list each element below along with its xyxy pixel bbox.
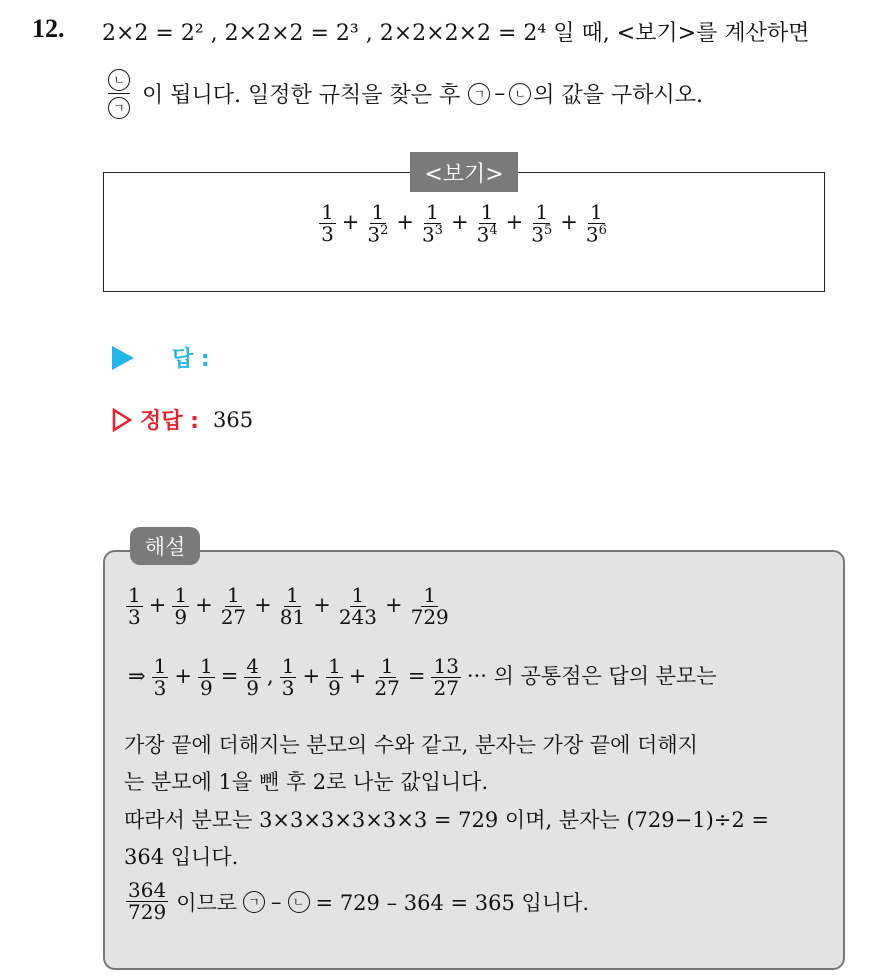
base: 3 [367,222,381,247]
solution-text-1: 가장 끝에 더해지는 분모의 수와 같고, 분자는 가장 끝에 더해지 [124,733,698,757]
play-icon [112,346,134,370]
denominator [475,224,500,246]
question-number: 12. [32,14,65,43]
solution-sum [124,585,453,628]
circled-nieun: ㄴ [108,69,130,91]
dash: – [271,889,282,914]
solution-examples [124,656,721,699]
final-denominator: 729 [128,900,167,924]
denominator [420,224,445,246]
base: 3 [321,222,334,247]
fraction [475,202,500,246]
numerator: 1 [286,583,299,607]
denominator: 81 [279,605,306,629]
fraction [280,656,297,699]
circled-fraction [106,68,132,119]
fraction [126,585,143,628]
final-numerator: 364 [128,878,167,902]
numerator: 4 [246,654,260,678]
numerator: 1 [480,200,494,224]
solution-final [124,880,589,923]
fraction [152,656,169,699]
plus-sign: + [385,593,403,617]
circled-nieun: ㄴ [288,891,310,913]
denominator: 9 [246,676,260,700]
denominator: 3 [128,605,141,629]
plus-sign: + [341,210,360,235]
correct-answer-row [112,404,253,435]
equals-sign: = [220,664,239,688]
denominator: 3 [281,676,295,700]
plus-sign: + [254,593,272,617]
plus-sign: + [195,593,213,617]
numerator: 1 [281,654,295,678]
plus-sign: + [174,664,192,688]
correct-answer-value: 365 [212,407,254,432]
exponent: 4 [489,223,498,238]
plus-sign: + [505,210,524,235]
plus-sign: + [302,664,321,688]
denominator: 27 [220,605,247,629]
numerator: 1 [423,583,437,607]
answer-label: 답 : [172,347,210,372]
numerator: 1 [174,583,188,607]
fraction [431,656,460,699]
fraction [529,202,554,246]
denominator: 3 [153,676,167,700]
solution-label: 해설 [130,527,200,565]
numerator: 1 [227,583,240,607]
plus-sign: + [148,593,167,617]
denominator [365,224,390,246]
final-fraction [126,880,168,923]
question-line-2-text: 이 됩니다. 일정한 규칙을 찾은 후 [142,83,461,109]
fraction [409,585,451,628]
plus-sign: + [396,210,415,235]
fraction [172,585,189,628]
circled-giyeok: ㄱ [468,83,490,105]
denominator: 9 [174,605,188,629]
denominator [319,224,336,245]
plus-sign: + [348,664,367,688]
exponent: 2 [380,223,389,238]
fraction [319,202,336,245]
correct-answer-label: 정답 : [140,409,199,434]
base: 3 [531,222,545,247]
question-line-1: 2×2 = 2² , 2×2×2 = 2³ , 2×2×2×2 = 2⁴ 일 때, <보기>를 계산하면 [102,21,810,46]
solution-text-4: 364 입니다. [124,845,239,869]
base: 3 [585,222,599,247]
denominator [529,224,554,246]
base: 3 [422,222,435,247]
circled-giyeok: ㄱ [108,97,130,119]
solution-text-3: 따라서 분모는 3×3×3×3×3×3 = 729 이며, 분자는 (729−1)÷2 = [124,808,770,832]
fraction [244,656,261,699]
plus-sign: + [313,593,331,617]
plus-sign: + [560,210,578,235]
exponent: 6 [598,223,607,238]
numerator: 1 [321,200,334,225]
numerator: 1 [328,654,341,678]
question-line-2 [104,68,703,119]
numerator: 1 [380,654,394,678]
numerator: 1 [371,200,385,224]
fraction [420,202,445,246]
examples-tail: ··· 의 공통점은 답의 분모는 [466,664,717,688]
fraction [365,202,390,246]
fraction [198,656,215,699]
implies-arrow: ⇒ [128,664,146,688]
fraction [278,585,307,628]
numerator: 1 [426,200,439,224]
numerator: 1 [535,200,549,224]
circled-nieun: ㄴ [509,83,531,105]
denominator: 9 [199,676,213,700]
equals-sign: = [407,664,426,688]
base: 3 [476,222,490,247]
comma: , [267,664,274,688]
circled-giyeok: ㄱ [243,891,265,913]
exponent: 3 [434,223,444,238]
play-outline-icon [112,408,132,432]
example-label: <보기> [410,152,518,192]
exponent: 5 [544,223,553,238]
fraction [326,656,343,699]
numerator: 1 [199,654,213,678]
denominator: 243 [338,605,377,629]
numerator: 13 [433,654,459,678]
numerator: 1 [351,583,365,607]
final-text-a: 이므로 [176,890,238,915]
answer-row [112,342,210,373]
denominator [584,224,609,246]
fraction [337,585,379,628]
numerator: 1 [590,200,603,224]
denominator: 27 [433,676,459,700]
denominator: 729 [410,605,449,629]
dash: – [494,81,506,107]
final-text-b: = 729 – 364 = 365 입니다. [315,890,590,915]
fraction [219,585,248,628]
fraction [372,656,401,699]
numerator: 1 [153,654,167,678]
denominator: 9 [328,676,341,700]
example-expression [103,202,825,246]
solution-text-2: 는 분모에 1을 뺀 후 2로 나눈 값입니다. [124,770,489,794]
question-line-2-tail: 의 값을 구하시오. [533,83,703,109]
plus-sign: + [451,210,469,235]
denominator: 27 [374,676,400,700]
fraction [584,202,609,246]
numerator: 1 [128,583,141,607]
